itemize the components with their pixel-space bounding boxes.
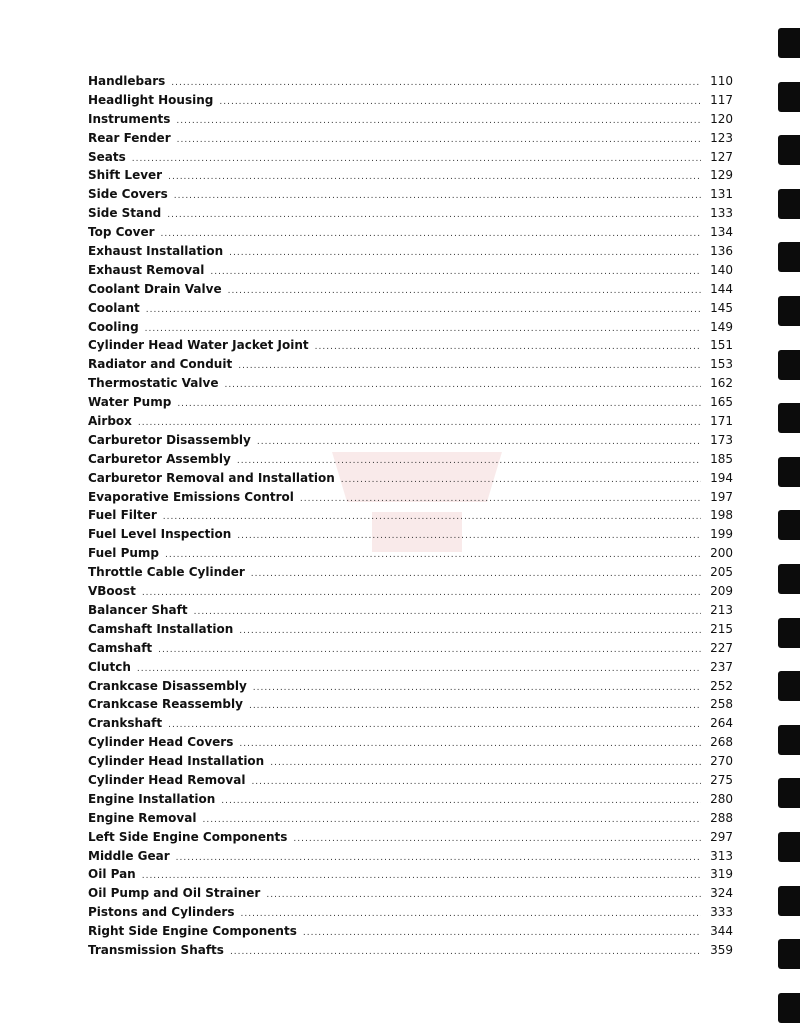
toc-entry[interactable] <box>88 884 733 903</box>
toc-entry[interactable] <box>88 261 733 280</box>
toc-entry[interactable] <box>88 393 733 412</box>
toc-dot-leader <box>251 565 701 584</box>
toc-entry-page-number: 333 <box>710 905 733 920</box>
toc-entry-page-number: 205 <box>710 565 733 580</box>
toc-entry-title: Radiator and Conduit <box>88 357 233 372</box>
toc-entry[interactable] <box>88 450 733 469</box>
toc-entry-title: Handlebars <box>88 74 166 88</box>
toc-entry-title: Thermostatic Valve <box>88 376 219 391</box>
binding-hole <box>778 832 800 862</box>
toc-dot-leader <box>251 773 701 792</box>
toc-entry-page-number: 209 <box>710 584 733 599</box>
toc-entry[interactable] <box>88 299 733 318</box>
toc-dot-leader <box>270 754 701 773</box>
toc-entry-page-number: 123 <box>710 130 733 145</box>
toc-entry-title: Engine Removal <box>88 810 197 825</box>
toc-entry[interactable] <box>88 865 733 884</box>
toc-entry-page-number: 324 <box>710 886 733 901</box>
toc-entry-page-number: 153 <box>710 357 733 372</box>
toc-entry-title: Camshaft Installation <box>88 621 234 636</box>
toc-entry-page-number: 227 <box>710 640 733 655</box>
binding-hole <box>778 886 800 916</box>
toc-entry-title: Carburetor Removal and Installation <box>88 470 335 485</box>
toc-entry-page-number: 144 <box>710 281 733 296</box>
toc-dot-leader <box>249 697 701 716</box>
toc-entry-title: Shift Lever <box>88 168 163 183</box>
toc-entry[interactable] <box>88 148 733 167</box>
binding-hole <box>778 242 800 272</box>
toc-entry-page-number: 252 <box>710 678 733 693</box>
toc-entry-page-number: 171 <box>710 414 733 429</box>
binding-hole <box>778 296 800 326</box>
toc-entry-page-number: 359 <box>710 942 733 957</box>
toc-dot-leader <box>229 244 701 263</box>
toc-entry[interactable] <box>88 280 733 299</box>
toc-entry[interactable] <box>88 695 733 714</box>
toc-entry[interactable] <box>88 129 733 148</box>
toc-entry[interactable] <box>88 620 733 639</box>
toc-dot-leader <box>230 943 701 962</box>
toc-entry[interactable] <box>88 72 733 91</box>
toc-entry[interactable] <box>88 223 733 242</box>
toc-entry-title: Side Covers <box>88 187 168 202</box>
toc-entry[interactable] <box>88 922 733 941</box>
toc-dot-leader <box>176 849 701 868</box>
toc-dot-leader <box>174 187 701 206</box>
toc-entry-title: Fuel Level Inspection <box>88 527 232 542</box>
binding-hole <box>778 510 800 540</box>
toc-entry-page-number: 120 <box>710 111 733 126</box>
toc-entry-page-number: 162 <box>710 376 733 391</box>
toc-dot-leader <box>238 357 701 376</box>
toc-dot-leader <box>241 905 702 924</box>
toc-entry[interactable] <box>88 563 733 582</box>
toc-dot-leader <box>221 792 701 811</box>
toc-entry-page-number: 215 <box>710 621 733 636</box>
toc-entry[interactable] <box>88 601 733 620</box>
toc-entry-title: Headlight Housing <box>88 92 214 107</box>
toc-entry-page-number: 151 <box>710 338 733 353</box>
toc-entry[interactable] <box>88 204 733 223</box>
toc-dot-leader <box>168 716 701 735</box>
toc-entry-title: Crankcase Reassembly <box>88 697 243 712</box>
toc-dot-leader <box>253 679 701 698</box>
toc-entry-page-number: 185 <box>710 451 733 466</box>
toc-entry-page-number: 213 <box>710 602 733 617</box>
toc-entry-page-number: 280 <box>710 791 733 806</box>
toc-dot-leader <box>341 471 701 490</box>
binding-hole <box>778 564 800 594</box>
toc-dot-leader <box>194 603 701 622</box>
toc-entry-page-number: 131 <box>710 187 733 202</box>
toc-entry[interactable] <box>88 91 733 110</box>
toc-dot-leader <box>177 131 701 150</box>
toc-entry-page-number: 198 <box>710 508 733 523</box>
toc-entry[interactable] <box>88 714 733 733</box>
toc-entry-title: Cylinder Head Removal <box>88 772 246 787</box>
toc-dot-leader <box>237 527 701 546</box>
toc-dot-leader <box>315 338 701 357</box>
toc-entry-title: Crankshaft <box>88 716 163 731</box>
toc-entry[interactable] <box>88 658 733 677</box>
toc-entry-title: Evaporative Emissions Control <box>88 489 294 504</box>
toc-entry-page-number: 197 <box>710 489 733 504</box>
toc-entry-title: Coolant <box>88 300 140 315</box>
toc-entry-page-number: 165 <box>710 395 733 410</box>
toc-entry-page-number: 270 <box>710 754 733 769</box>
toc-dot-leader <box>171 74 701 93</box>
toc-entry[interactable] <box>88 677 733 696</box>
toc-dot-leader <box>161 225 701 244</box>
toc-dot-leader <box>224 376 701 395</box>
toc-entry[interactable] <box>88 790 733 809</box>
toc-entry-title: Middle Gear <box>88 848 170 863</box>
toc-entry-page-number: 275 <box>710 772 733 787</box>
toc-entry-title: Carburetor Assembly <box>88 451 231 466</box>
toc-dot-leader <box>219 93 701 112</box>
toc-entry-title: Camshaft <box>88 640 153 655</box>
toc-entry[interactable] <box>88 582 733 601</box>
toc-dot-leader <box>300 490 701 509</box>
binding-hole <box>778 993 800 1023</box>
toc-entry-title: Oil Pump and Oil Strainer <box>88 886 261 901</box>
toc-dot-leader <box>303 924 701 943</box>
binding-hole <box>778 350 800 380</box>
toc-entry[interactable] <box>88 828 733 847</box>
binding-hole <box>778 82 800 112</box>
binding-hole <box>778 778 800 808</box>
toc-dot-leader <box>257 433 701 452</box>
toc-entry-page-number: 127 <box>710 149 733 164</box>
binding-hole <box>778 618 800 648</box>
toc-entry[interactable] <box>88 847 733 866</box>
toc-entry[interactable] <box>88 639 733 658</box>
toc-entry-title: Right Side Engine Components <box>88 924 297 939</box>
toc-entry-page-number: 133 <box>710 206 733 221</box>
toc-entry-page-number: 313 <box>710 848 733 863</box>
toc-entry-title: Throttle Cable Cylinder <box>88 565 245 580</box>
toc-entry[interactable] <box>88 525 733 544</box>
toc-entry-title: Pistons and Cylinders <box>88 905 235 920</box>
toc-entry[interactable] <box>88 903 733 922</box>
toc-entry-page-number: 258 <box>710 697 733 712</box>
toc-entry-page-number: 344 <box>710 924 733 939</box>
toc-entry[interactable] <box>88 242 733 261</box>
toc-entry-title: Engine Installation <box>88 791 216 806</box>
toc-entry-title: Left Side Engine Components <box>88 829 288 844</box>
toc-entry[interactable] <box>88 374 733 393</box>
toc-entry[interactable] <box>88 809 733 828</box>
toc-dot-leader <box>239 622 701 641</box>
toc-entry-title: Fuel Filter <box>88 508 157 523</box>
toc-entry-title: Fuel Pump <box>88 546 160 561</box>
toc-entry[interactable] <box>88 318 733 337</box>
toc-entry-page-number: 129 <box>710 168 733 183</box>
toc-entry-title: Airbox <box>88 414 132 429</box>
toc-entry[interactable] <box>88 544 733 563</box>
toc-entry-title: Clutch <box>88 659 131 674</box>
toc-dot-leader <box>210 263 701 282</box>
toc-entry[interactable] <box>88 941 733 960</box>
binding-hole <box>778 189 800 219</box>
toc-entry-title: Cooling <box>88 319 139 334</box>
toc-entry-page-number: 149 <box>710 319 733 334</box>
toc-entry-title: Cylinder Head Water Jacket Joint <box>88 338 309 353</box>
toc-entry-page-number: 173 <box>710 432 733 447</box>
toc-entry-title: Top Cover <box>88 225 155 240</box>
toc-entry-page-number: 140 <box>710 262 733 277</box>
toc-entry-title: Side Stand <box>88 206 162 221</box>
table-of-contents <box>88 72 733 960</box>
toc-dot-leader <box>239 735 701 754</box>
toc-entry[interactable] <box>88 185 733 204</box>
toc-entry-page-number: 136 <box>710 244 733 259</box>
toc-dot-leader <box>176 112 701 131</box>
toc-entry[interactable] <box>88 488 733 507</box>
toc-entry-page-number: 134 <box>710 225 733 240</box>
toc-entry[interactable] <box>88 469 733 488</box>
binding-hole <box>778 28 800 58</box>
toc-entry[interactable] <box>88 733 733 752</box>
toc-entry-page-number: 237 <box>710 659 733 674</box>
toc-entry-page-number: 199 <box>710 527 733 542</box>
toc-entry-page-number: 264 <box>710 716 733 731</box>
toc-entry-title: Cylinder Head Covers <box>88 735 234 750</box>
binding-hole <box>778 403 800 433</box>
toc-entry-title: Crankcase Disassembly <box>88 678 247 693</box>
binding-hole <box>778 939 800 969</box>
toc-dot-leader <box>228 282 701 301</box>
toc-entry-title: VBoost <box>88 584 136 599</box>
binding-hole <box>778 457 800 487</box>
toc-entry[interactable] <box>88 110 733 129</box>
toc-entry-title: Balancer Shaft <box>88 602 188 617</box>
toc-dot-leader <box>146 301 701 320</box>
toc-dot-leader <box>168 168 701 187</box>
toc-entry-page-number: 268 <box>710 735 733 750</box>
toc-entry-page-number: 319 <box>710 867 733 882</box>
toc-dot-leader <box>158 641 701 660</box>
toc-dot-leader <box>177 395 701 414</box>
toc-entry-title: Exhaust Installation <box>88 244 224 259</box>
toc-entry-title: Carburetor Disassembly <box>88 432 251 447</box>
binding-hole <box>778 671 800 701</box>
toc-entry-title: Seats <box>88 149 126 164</box>
toc-entry[interactable] <box>88 771 733 790</box>
toc-entry-title: Water Pump <box>88 395 172 410</box>
toc-entry[interactable] <box>88 336 733 355</box>
toc-dot-leader <box>132 150 701 169</box>
toc-entry-page-number: 110 <box>710 74 733 88</box>
toc-entry-page-number: 200 <box>710 546 733 561</box>
toc-dot-leader <box>167 206 701 225</box>
toc-entry[interactable] <box>88 506 733 525</box>
toc-entry-page-number: 297 <box>710 829 733 844</box>
toc-entry[interactable] <box>88 431 733 450</box>
toc-entry[interactable] <box>88 166 733 185</box>
toc-entry-page-number: 145 <box>710 300 733 315</box>
toc-dot-leader <box>142 584 701 603</box>
toc-dot-leader <box>163 508 701 527</box>
toc-entry[interactable] <box>88 355 733 374</box>
spiral-binding <box>774 0 800 1035</box>
toc-entry[interactable] <box>88 752 733 771</box>
binding-hole <box>778 725 800 755</box>
toc-entry-title: Rear Fender <box>88 130 171 145</box>
toc-entry-page-number: 117 <box>710 92 733 107</box>
toc-entry-title: Exhaust Removal <box>88 262 205 277</box>
toc-entry-page-number: 288 <box>710 810 733 825</box>
toc-entry[interactable] <box>88 412 733 431</box>
toc-dot-leader <box>266 886 701 905</box>
toc-entry-title: Transmission Shafts <box>88 942 224 957</box>
toc-entry-title: Cylinder Head Installation <box>88 754 265 769</box>
toc-entry-title: Oil Pan <box>88 867 136 882</box>
toc-entry-title: Instruments <box>88 111 171 126</box>
toc-entry-page-number: 194 <box>710 470 733 485</box>
toc-dot-leader <box>293 830 701 849</box>
binding-hole <box>778 135 800 165</box>
toc-entry-title: Coolant Drain Valve <box>88 281 222 296</box>
